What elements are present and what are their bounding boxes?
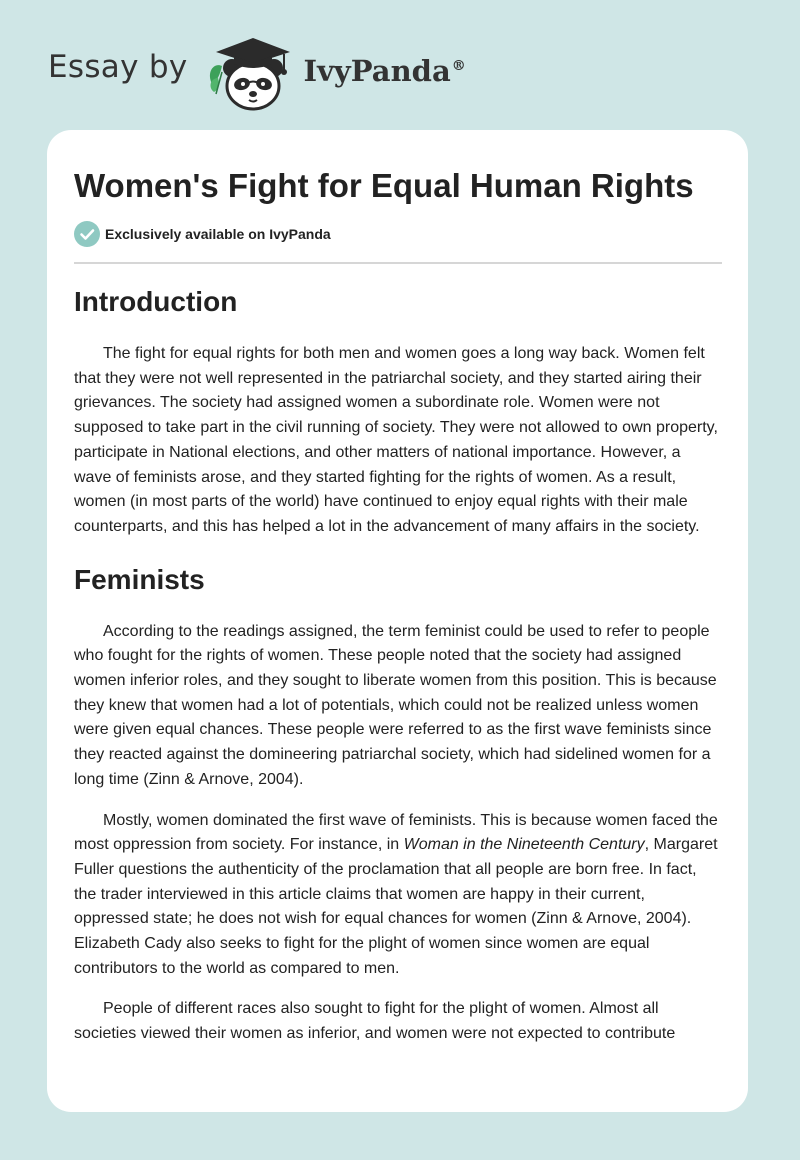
exclusive-badge [74, 221, 722, 247]
brand-header [48, 32, 466, 112]
section-heading-feminists: Feminists [74, 563, 205, 595]
registered-mark: ® [451, 58, 466, 75]
essay-card [47, 130, 748, 1112]
paragraph [74, 809, 722, 982]
check-circle-icon [74, 221, 100, 247]
exclusive-badge-text: Exclusively available on IvyPanda [105, 226, 331, 242]
essay-title: Women's Fight for Equal Human Rights [74, 167, 694, 204]
paragraph: According to the readings assigned, the term feminist could be used to refer to people who fought for the rights of women. These people noted that the society had assigned women inferior roles, and they sought to liberate women from this position. This is because they knew that women had a lot of potentials, which could not be realized unless women were given equal chances. These people were referred to as the first wave feminists since they reacted against the domineering patriarchal society, which had sidelined women for a long time (Zinn & Arnove, 2004). [74, 622, 717, 788]
divider [74, 262, 722, 264]
panda-graduate-icon [204, 32, 300, 112]
paragraph: The fight for equal rights for both men and women goes a long way back. Women felt that they were not well represented in the patriarchal society, and they started airing their grievances. The society had assigned women a subordinate role. Women were not supposed to take part in the civil running of society. They were not allowed to own property, participate in National elections, and other matters of national importance. However, a wave of feminists arose, and they started fighting for the rights of women. As a result, women (in most parts of the world) have continued to enjoy equal rights with their male counterparts, and this has helped a lot in the advancement of many affairs in the society. [74, 345, 718, 535]
section-heading-introduction: Introduction [74, 286, 238, 317]
paragraph-text: , Margaret Fuller questions the authenticity of the proclamation that all people are born free. In fact, the trader interviewed in this article claims that women are happy in their current, oppressed state; he does not wish for equal chances for women (Zinn & Arnove, 2004). Elizabeth Cady also seeks to fight for the plight of women since women are equal contributors to the world as compared to men. [74, 836, 718, 977]
paragraph: People of different races also sought to fight for the plight of women. Almost all societies viewed their women as inferior, and women were not expected to contribute [74, 1000, 676, 1043]
brand-name [304, 54, 466, 88]
paragraph-text: Mostly, women dominated the first wave of feminists. This is because women faced the most oppression from society. For instance, in [74, 811, 718, 854]
brand-prefix: Essay by [48, 49, 188, 85]
brand-name-text: IvyPanda [303, 54, 451, 88]
book-title: Woman in the Nineteenth Century [403, 836, 645, 854]
